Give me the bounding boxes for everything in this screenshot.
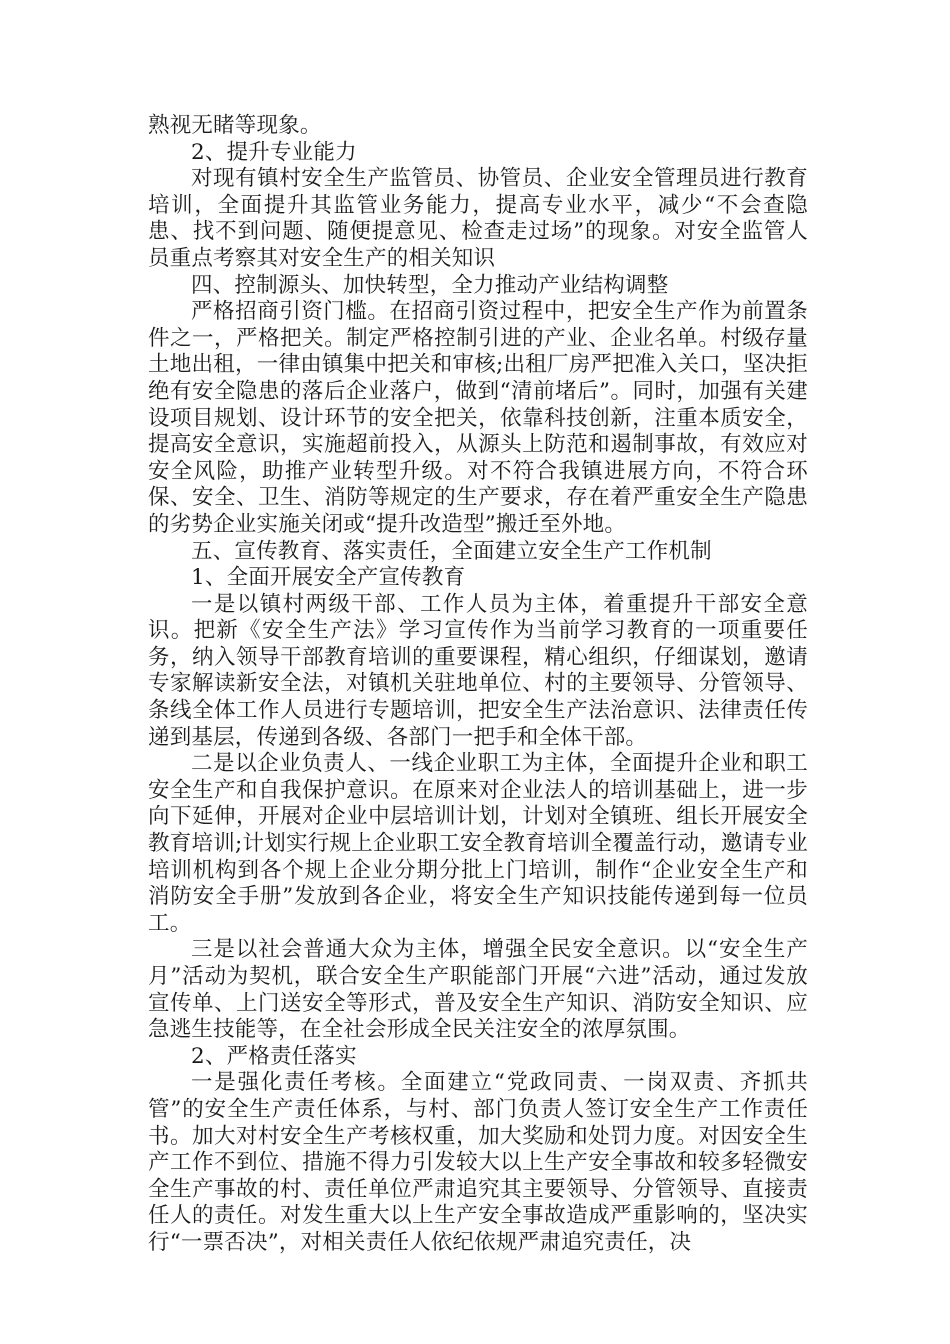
section-heading: 2、严格责任落实 — [191, 1043, 357, 1069]
section-heading: 五、宣传教育、落实责任，全面建立安全生产工作机制 — [191, 538, 712, 564]
section-heading: 1、全面开展安全产宣传教育 — [191, 565, 466, 591]
paragraph: 二是以企业负责人、一线企业职工为主体，全面提升企业和职工安全生产和自我保护意识。在原来对企业法人的培训基础上，进一步向下延伸，开展对企业中层培训计划，计划对全镇班、组长开展安全教育培训;计划实行规上企业职工安全教育培训全覆盖行动，邀请专业培训机构到各个规上企业分期分批上门培训，制作“企业安全生产和消防安全手册”发放到各企业，将安全生产知识技能传递到每一位员工。 — [148, 751, 808, 936]
paragraph: 一是强化责任考核。全面建立“党政同责、一岗双责、齐抓共管”的安全生产责任体系，与村、部门负责人签订安全生产工作责任书。加大对村安全生产考核权重，加大奖励和处罚力度。对因安全生产工作不到位、措施不得力引发较大以上生产安全事故和较多轻微安全生产事故的村、责任单位严肃追究其主要领导、分管领导、直接责任人的责任。对发生重大以上生产安全事故造成严重影响的，坚决实行“一票否决”，对相关责任人依纪依规严肃追究责任，决 — [148, 1070, 808, 1255]
section-heading: 2、提升专业能力 — [191, 139, 357, 165]
paragraph: 熟视无睹等现象。 — [148, 113, 322, 138]
paragraph: 三是以社会普通大众为主体，增强全民安全意识。以“安全生产月”活动为契机，联合安全生产职能部门开展“六进”活动，通过发放宣传单、上门送安全等形式，普及安全生产知识、消防安全知识、应急逃生技能等，在全社会形成全民关注安全的浓厚氛围。 — [148, 937, 808, 1043]
section-heading: 四、控制源头、加快转型，全力推动产业结构调整 — [191, 272, 669, 298]
paragraph: 对现有镇村安全生产监管员、协管员、企业安全管理员进行教育培训，全面提升其监管业务能力，提高专业水平，减少“不会查隐患、找不到问题、随便提意见、检查走过场”的现象。对安全监管人员重点考察其对安全生产的相关知识 — [148, 166, 808, 271]
document-body — [148, 113, 808, 1257]
paragraph: 严格招商引资门槛。在招商引资过程中，把安全生产作为前置条件之一，严格把关。制定严格控制引进的产业、企业名单。村级存量土地出租，一律由镇集中把关和审核;出租厂房严把准入关口，坚决拒绝有安全隐患的落后企业落户，做到“清前堵后”。同时，加强有关建设项目规划、设计环节的安全把关，依靠科技创新，注重本质安全，提高安全意识，实施超前投入，从源头上防范和遏制事故，有效应对安全风险，助推产业转型升级。对不符合我镇进展方向，不符合环保、安全、卫生、消防等规定的生产要求，存在着严重安全生产隐患的劣势企业实施关闭或“提升改造型”搬迁至外地。 — [148, 299, 808, 537]
paragraph: 一是以镇村两级干部、工作人员为主体，着重提升干部安全意识。把新《安全生产法》学习宣传作为当前学习教育的一项重要任务，纳入领导干部教育培训的重要课程，精心组织，仔细谋划，邀请专家解读新安全法，对镇机关驻地单位、村的主要领导、分管领导、条线全体工作人员进行专题培训，把安全生产法治意识、法律责任传递到基层，传递到各级、各部门一把手和全体干部。 — [148, 591, 808, 750]
